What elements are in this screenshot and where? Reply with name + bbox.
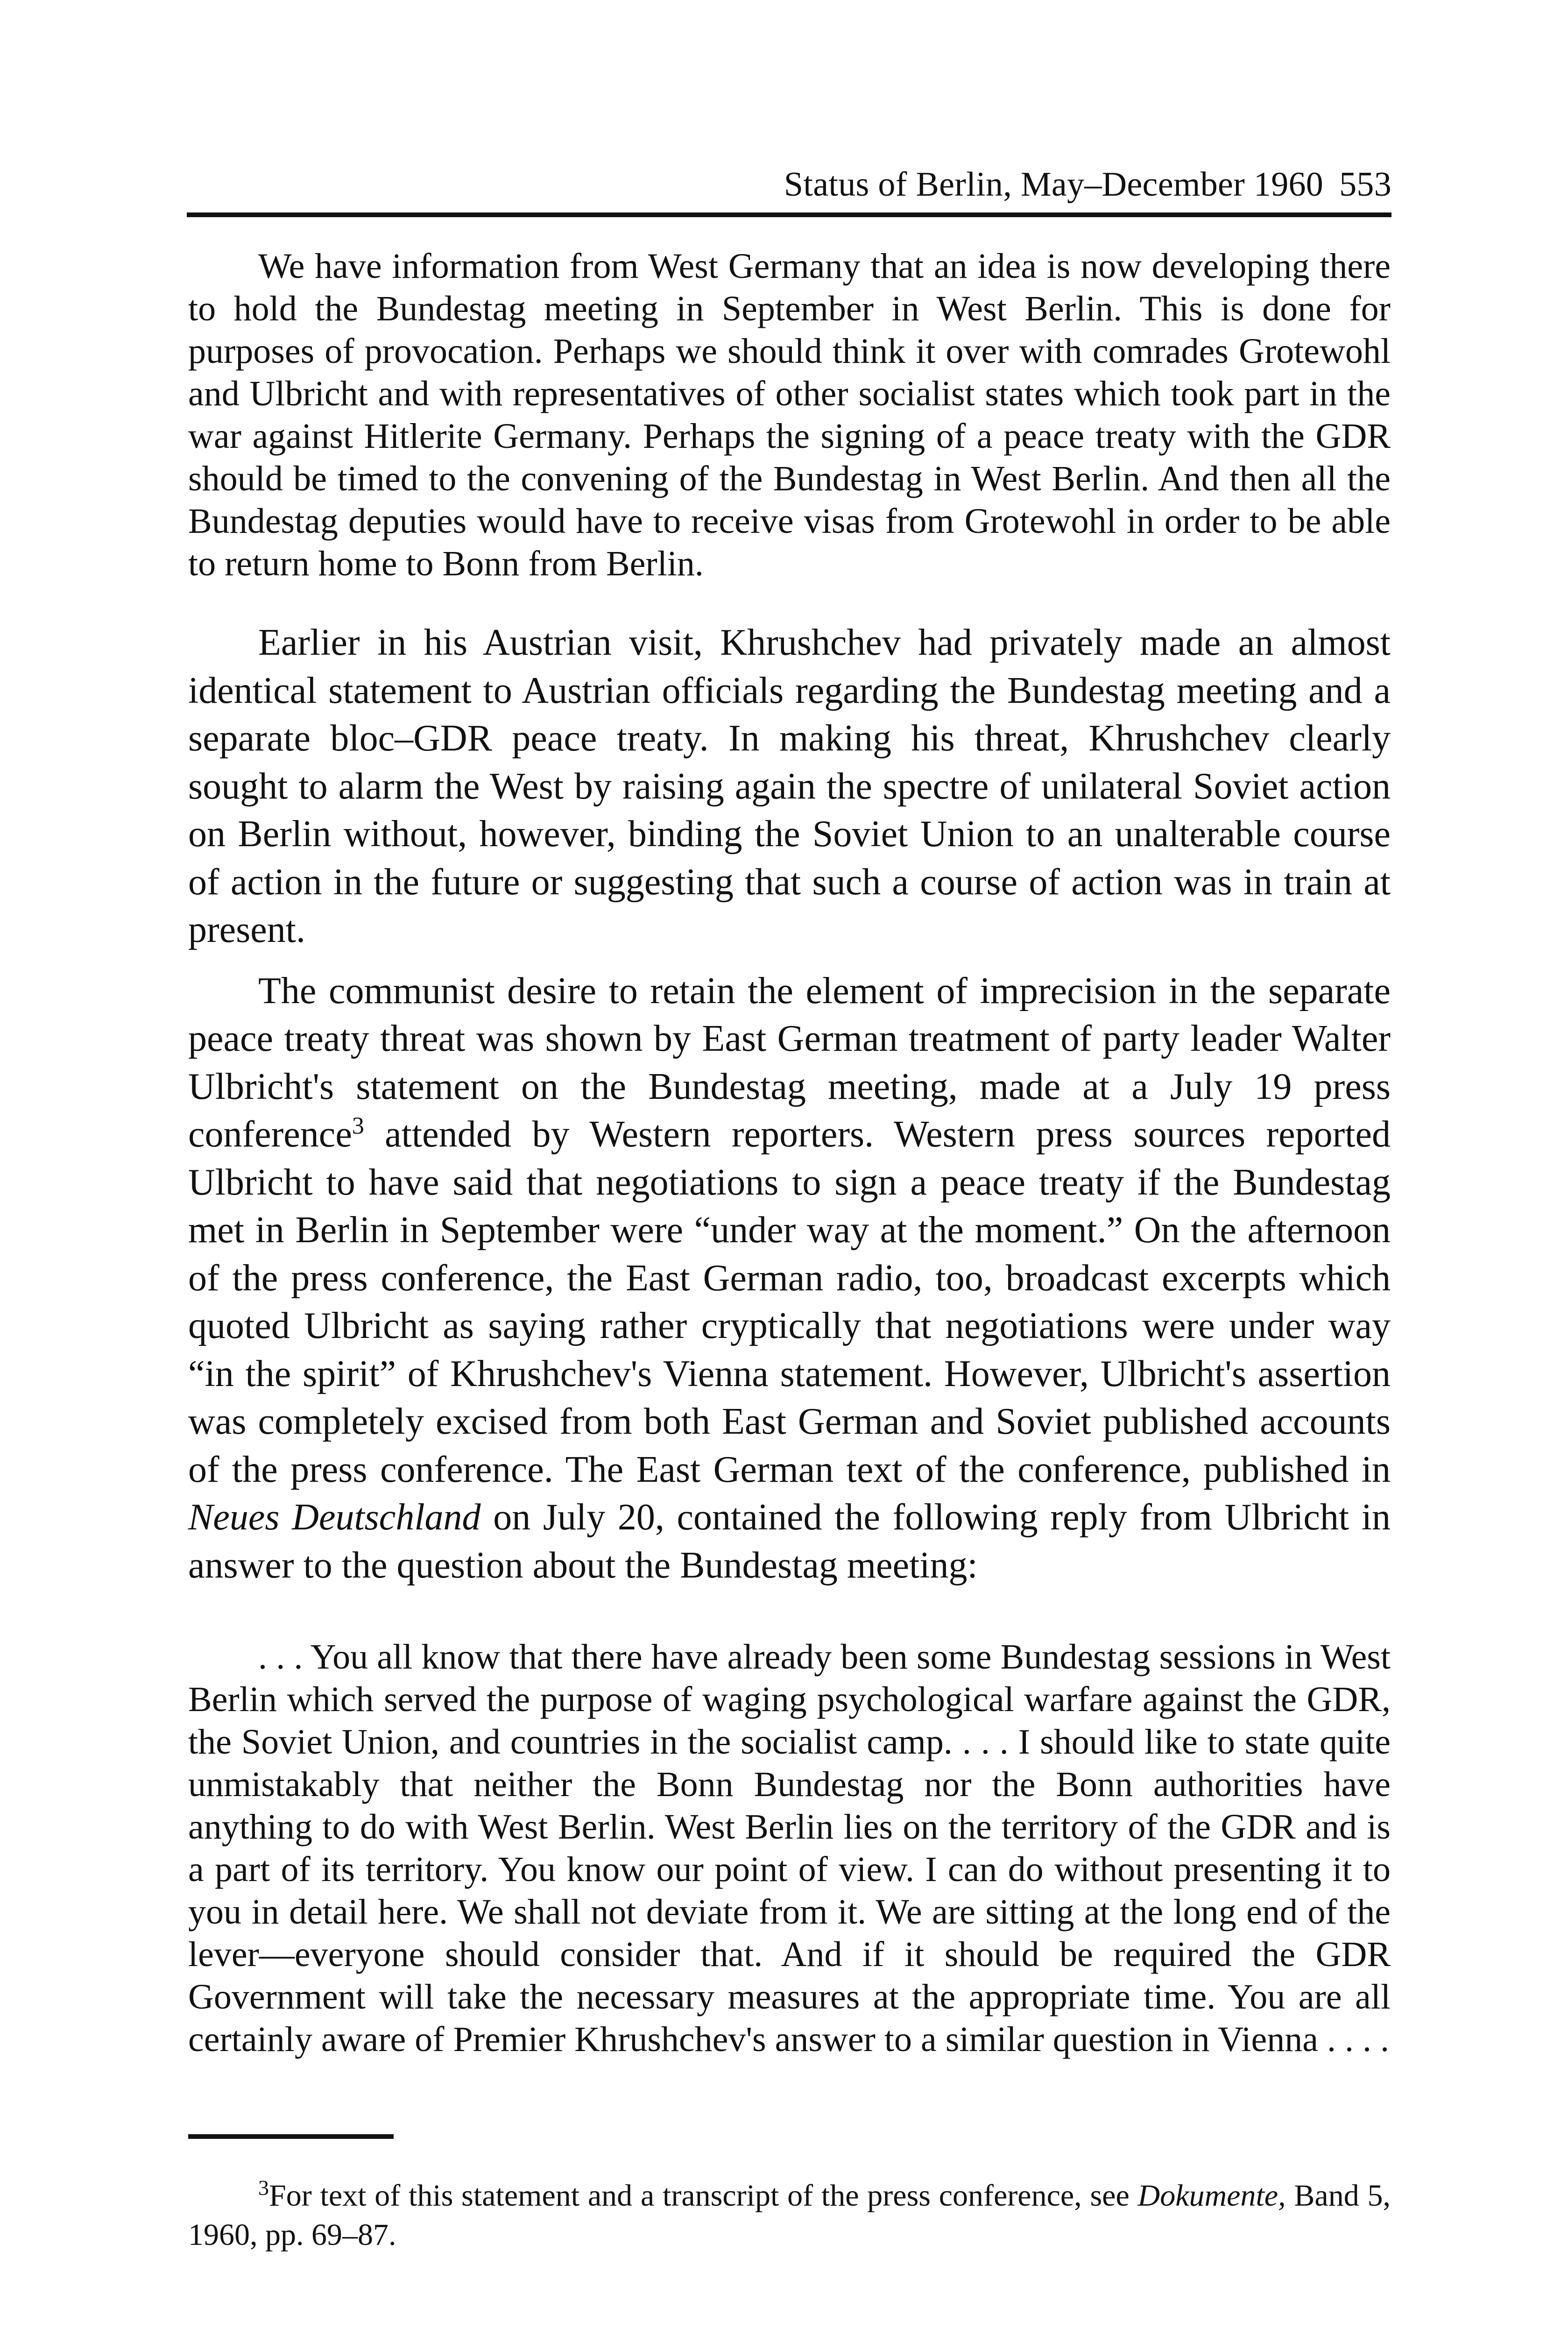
- paragraph-austrian-visit: Earlier in his Austrian visit, Khrushchev had privately made an almost identical statement to Austrian officials regarding the Bundestag meeting and a separate bloc–GDR peace treaty. In making his threat, Khrushchev clearly sought to alarm the West by raising again the spectre of unilateral Soviet action on Berlin without, however, binding the Soviet Union to an unalterable course of action in the future or suggesting that such a course of action was in train at present.: [188, 622, 1391, 950]
- running-header: [187, 161, 1391, 217]
- running-title: Status of Berlin, May–December 1960: [784, 165, 1324, 204]
- footnote: [188, 2176, 1391, 2255]
- footnote-source-title: Dokumente,: [1137, 2179, 1286, 2213]
- header-title: [784, 161, 1391, 208]
- publication-title: Neues Deutschland: [188, 1497, 481, 1538]
- footnote-divider: [188, 2134, 394, 2139]
- paragraph-text: on July 20, contained the following reply from Ulbricht in answer to the question about the Bundestag meeting:: [188, 1497, 1391, 1586]
- paragraph-ulbricht-statement: [188, 967, 1391, 1590]
- footnote-marker: 3: [258, 2176, 269, 2200]
- quote-ulbricht: . . . You all know that there have already been some Bundestag sessions in West Berlin which served the purpose of waging psychological warfare against the GDR, the Soviet Union, and countries in the socialist camp. . . . I should like to state quite unmistakably that neither the Bonn Bundestag nor the Bonn authorities have anything to do with West Berlin. West Berlin lies on the territory of the GDR and is a part of its territory. You know our point of view. I can do without presenting it to you in detail here. We shall not deviate from it. We are sitting at the long end of the lever—everyone should consider that. And if it should be required the GDR Government will take the necessary measures at the appropriate time. You are all certainly aware of Premier Khrushchev's answer to a similar question in Vienna . . . .: [188, 1637, 1391, 2059]
- footnote-text: Band 5, 1960, pp. 69–87.: [188, 2179, 1391, 2252]
- footnote-text: For text of this statement and a transcript of the press conference, see: [269, 2179, 1138, 2213]
- page-number: 553: [1339, 165, 1391, 204]
- quote-khrushchev: We have information from West Germany that an idea is now developing there to hold the Bundestag meeting in September in West Berlin. This is done for purposes of provocation. Perhaps we should think it over with comrades Grotewohl and Ulbricht and with representatives of other socialist states which took part in the war against Hitlerite Germany. Perhaps the signing of a peace treaty with the GDR should be timed to the convening of the Bundestag in West Berlin. And then all the Bundestag deputies would have to receive visas from Grotewohl in order to be able to return home to Bonn from Berlin.: [188, 247, 1391, 583]
- paragraph-text: attended by Western reporters. Western press sources reported Ulbricht to have said that negotiations to sign a peace treaty if the Bundestag met in Berlin in September were “under way at the moment.” On the afternoon of the press conference, the East German radio, too, broadcast excerpts which quoted Ulbricht as saying rather cryptically that negotiations were under way “in the spirit” of Khrushchev's Vienna statement. However, Ulbricht's assertion was completely excised from both East German and Soviet published accounts of the press conference. The East German text of the conference, published in: [188, 1114, 1391, 1490]
- paragraph-text: The communist desire to retain the element of imprecision in the separate peace treaty threat was shown by East German treatment of party leader Walter Ulbricht's statement on the Bundestag meeting, made at a July 19 press conference: [188, 970, 1391, 1155]
- footnote-reference: 3: [352, 1112, 364, 1139]
- page-body: [188, 245, 1391, 2061]
